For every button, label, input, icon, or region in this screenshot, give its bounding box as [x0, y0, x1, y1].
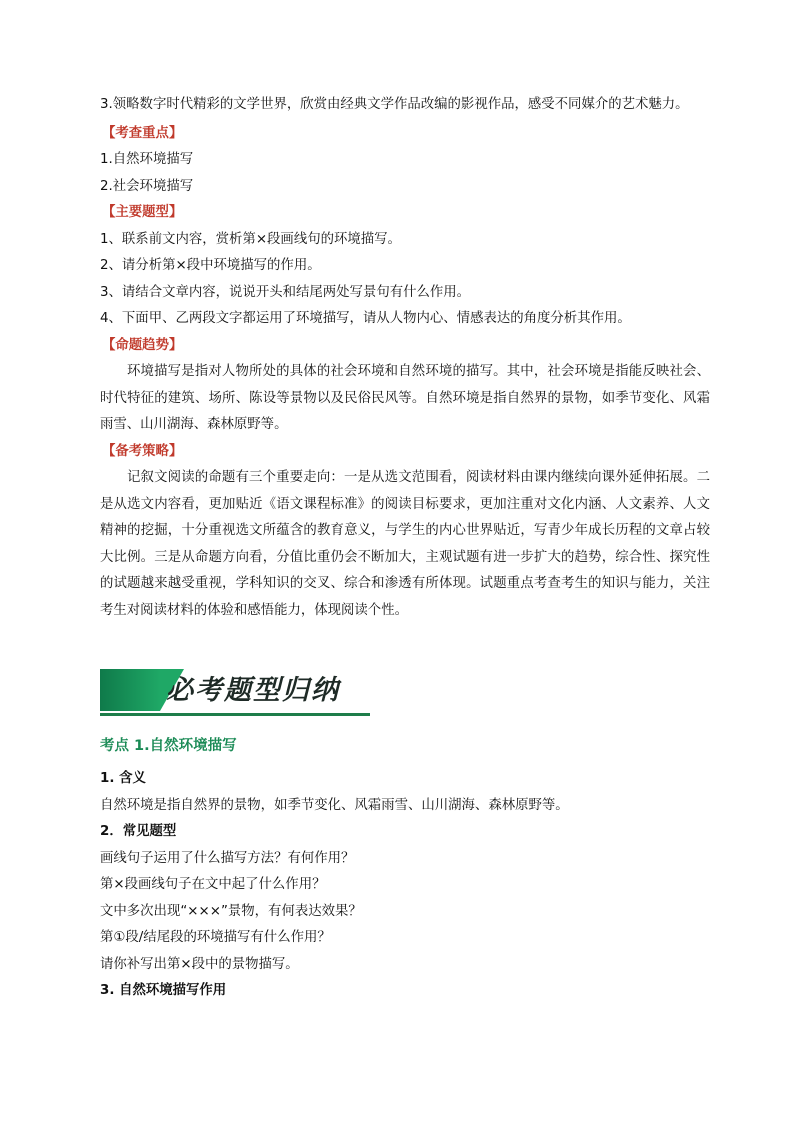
section-banner — [100, 669, 370, 717]
common-type-2: 第×段画线句子在文中起了什么作用？ — [100, 877, 326, 892]
focus-heading: 【考查重点】 — [102, 125, 183, 141]
focus-item-2: 2.社会环境描写 — [100, 178, 194, 194]
common-type-4: 第①段/结尾段的环境描写有什么作用？ — [100, 930, 331, 945]
meaning-title: 1. 含义 — [100, 771, 146, 786]
upper-content — [100, 92, 710, 624]
common-type-3: 文中多次出现“×××”景物，有何表达效果？ — [100, 903, 362, 919]
types-item-2: 2、请分析第×段中环境描写的作用。 — [100, 258, 321, 273]
strategy-paragraph: 记叙文阅读的命题有三个重要走向：一是从选文范围看，阅读材料由课内继续向课外延伸拓展。二是从选文内容看，更加贴近《语文课程标准》的阅读目标要求，更加注重对文化内涵、人文素养、人文精神的挖掘，十分重视选文所蕴含的教育意义，与学生的内心世界贴近，写青少年成长历程的文章占较大比例。三是从命题方向看，分值比重仍会不断加大，主观试题有进一步扩大的趋势，综合性、探究性的试题越来越受重视，学科知识的交叉、综合和渗透有所体现。试题重点考查考生的知识与能力，关注考生对阅读材料的体验和感悟能力，体现阅读个性。 — [100, 470, 710, 618]
common-types-title: 2．常见题型 — [100, 824, 177, 839]
meaning-text: 自然环境是指自然界的景物，如季节变化、风霜雨雪、山川湖海、森林原野等。 — [100, 797, 569, 813]
types-heading: 【主要题型】 — [102, 205, 183, 220]
common-type-1: 画线句子运用了什么描写方法？有何作用？ — [100, 850, 355, 866]
trend-paragraph: 环境描写是指对人物所处的具体的社会环境和自然环境的描写。其中，社会环境是指能反映社会、时代特征的建筑、场所、陈设等景物以及民俗民风等。自然环境是指自然界的景物，如季节变化、风霜雨雪、山川湖海、森林原野等。 — [100, 364, 710, 432]
trend-heading: 【命题趋势】 — [102, 337, 183, 353]
banner-bar — [100, 669, 160, 711]
common-type-5: 请你补写出第×段中的景物描写。 — [100, 956, 299, 972]
banner-underline — [100, 713, 370, 716]
strategy-heading: 【备考策略】 — [102, 443, 183, 459]
types-item-3: 3、请结合文章内容，说说开头和结尾两处写景句有什么作用。 — [100, 284, 471, 300]
topic-section — [100, 733, 710, 1005]
topic-heading: 考点 1.自然环境描写 — [100, 738, 237, 754]
banner-title: 必考题型归纳 — [166, 675, 340, 706]
types-item-1: 1、联系前文内容，赏析第×段画线句的环境描写。 — [100, 231, 401, 247]
intro-line: 3.领略数字时代精彩的文学世界，欣赏由经典文学作品改编的影视作品，感受不同媒介的艺术魅力。 — [100, 97, 689, 112]
types-item-4: 4、下面甲、乙两段文字都运用了环境描写，请从人物内心、情感表达的角度分析其作用。 — [100, 311, 631, 326]
focus-item-1: 1.自然环境描写 — [100, 152, 194, 167]
effect-title: 3. 自然环境描写作用 — [100, 983, 227, 998]
